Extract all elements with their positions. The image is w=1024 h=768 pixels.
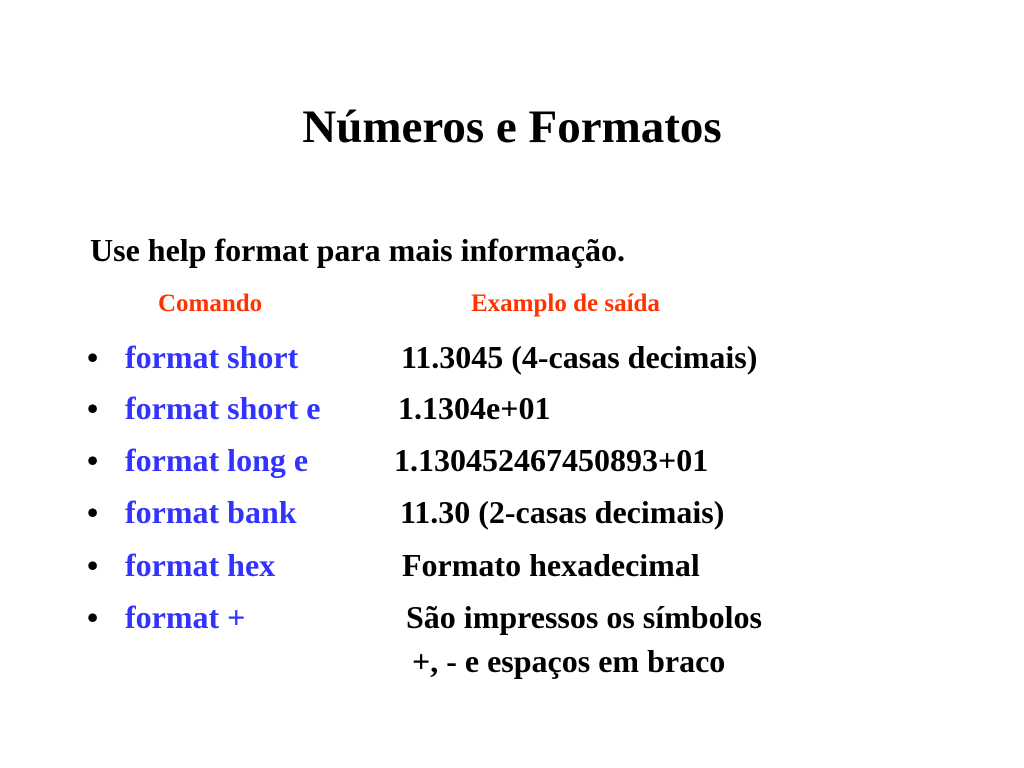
command-text: format short [125,339,299,375]
list-item-format-short [0,335,1024,387]
command-text: format long e [125,442,309,478]
output-example: 1.1304e+01 [398,390,551,426]
command-text: format bank [125,494,297,530]
list-item-format-short-e [0,386,1024,438]
list-item-format-long-e [0,438,1024,490]
output-example-continued: +, - e espaços em braco [412,643,726,679]
output-example: 11.30 (2-casas decimais) [400,494,725,530]
column-header-example: Examplo de saída [471,290,660,317]
output-example: 11.3045 (4-casas decimais) [401,339,758,375]
output-example: São impressos os símbolos [406,599,762,635]
command-text: format + [125,599,246,635]
list-item-format-plus [0,595,1024,691]
bullet-icon: • [87,442,99,478]
bullet-icon: • [87,494,99,530]
intro-text: Use help format para mais informação. [90,232,626,268]
output-example: 1.130452467450893+01 [394,442,709,478]
command-text: format hex [125,547,276,583]
bullet-icon: • [87,547,99,583]
bullet-icon: • [87,390,99,426]
output-example: Formato hexadecimal [402,547,700,583]
bullet-icon: • [87,599,99,635]
slide-title: Números e Formatos [302,101,722,153]
list-item-format-bank [0,490,1024,542]
column-header-command: Comando [158,290,263,317]
list-item-format-hex [0,543,1024,595]
command-text: format short e [125,390,321,426]
bullet-icon: • [87,339,99,375]
